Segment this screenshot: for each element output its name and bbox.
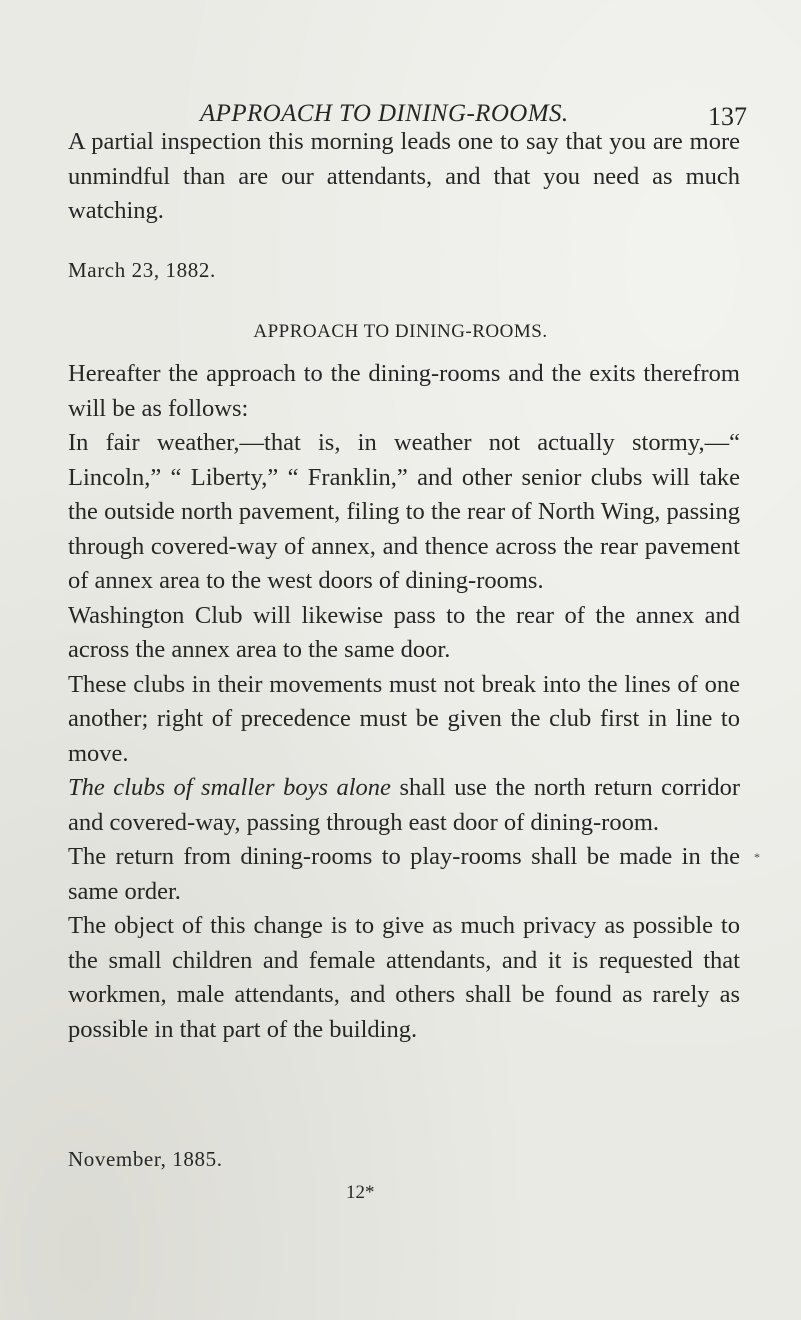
section-body	[68, 357, 740, 1047]
paragraph-fair-weather: In fair weather,—that is, in weather not actually stormy,—“ Lincoln,” “ Liberty,” “ Franklin,” and other senior clubs will take the outside north pavement, filing to the rear of North Wing, passing through covered-way of annex, and thence across the rear pavement of annex area to the west doors of dining-rooms.	[68, 429, 740, 594]
running-head: APPROACH TO DINING-ROOMS.	[200, 100, 569, 127]
date-november-1885: November, 1885.	[68, 1147, 223, 1171]
smaller-boys-rest: shall use the north return corridor and covered-way, passing through east door of dining-room.	[68, 774, 740, 836]
date-march-1882: March 23, 1882.	[68, 258, 216, 282]
margin-mark: *	[754, 850, 760, 864]
paragraph-intro: Hereafter the approach to the dining-rooms and the exits therefrom will be as follows:	[68, 360, 740, 422]
paragraph-smaller-boys	[68, 771, 740, 840]
opening-paragraph-block	[68, 125, 740, 229]
paragraph-washington-club: Washington Club will likewise pass to the rear of the annex and across the annex area to the same door.	[68, 601, 740, 663]
paragraph-precedence: These clubs in their movements must not break into the lines of one another; right of precedence must be given the club first in line to move.	[68, 670, 740, 767]
page-number: 137	[708, 102, 747, 131]
paragraph-return: The return from dining-rooms to play-rooms shall be made in the same order.	[68, 843, 740, 905]
signature-mark: 12*	[346, 1182, 375, 1203]
smaller-boys-italic: The clubs of smaller boys alone	[68, 774, 391, 801]
opening-paragraph: A partial inspection this morning leads one to say that you are more unmindful than are our attendants, and that you need as much watching.	[68, 128, 740, 224]
section-heading: APPROACH TO DINING-ROOMS.	[253, 321, 548, 342]
paragraph-privacy: The object of this change is to give as much privacy as possible to the small children and female attendants, and it is requested that workmen, male attendants, and others shall be found as rarely as possible in that part of the building.	[68, 912, 740, 1043]
